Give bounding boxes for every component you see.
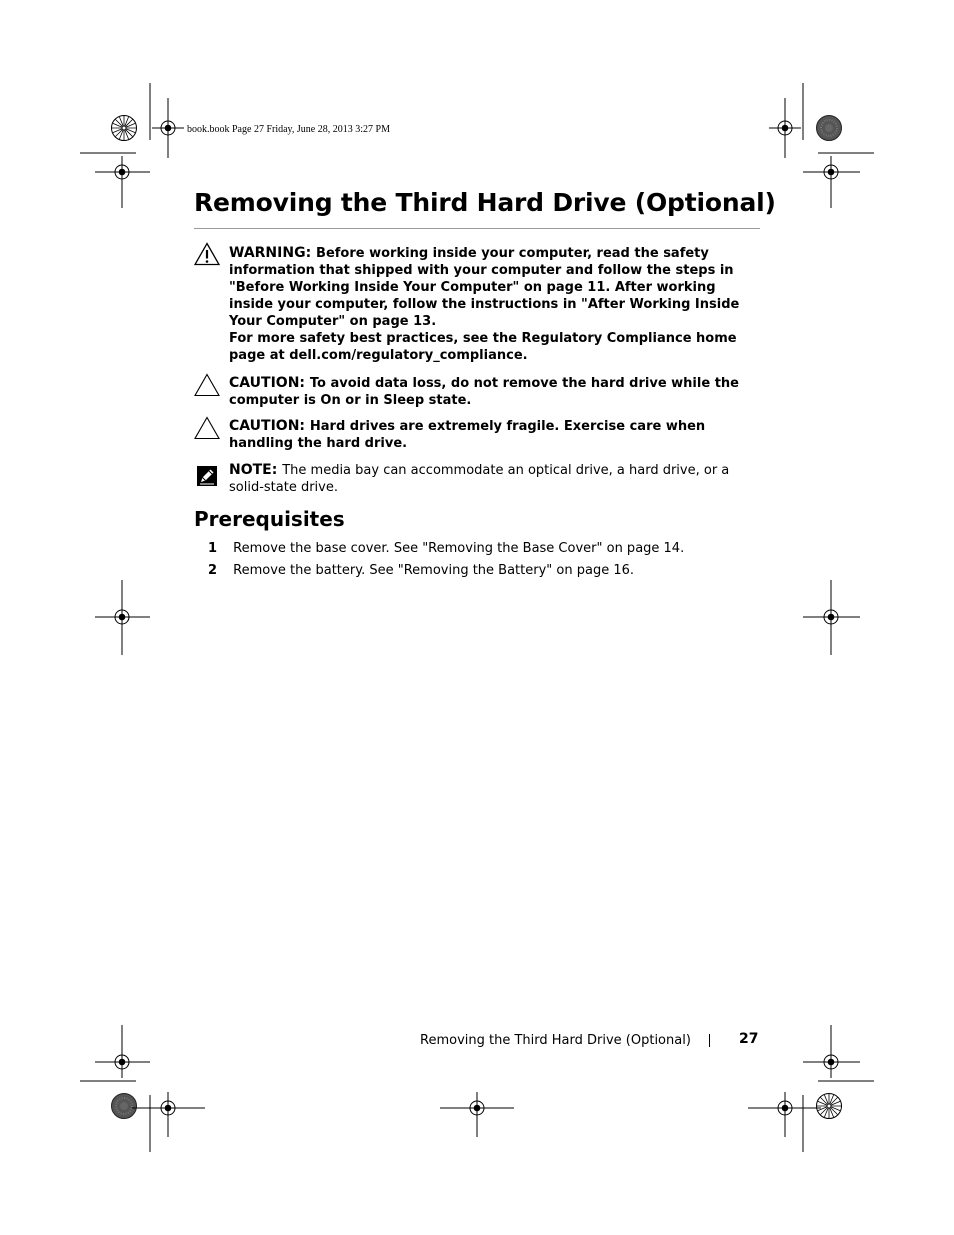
- note-label: NOTE:: [229, 462, 283, 478]
- warning-text: Before working inside your computer, read the safety information that shipped with your computer and follow the steps in "Before Working Inside Your Computer" on page 11. After working inside your computer, follow the instructions in "After Working Inside Your Computer" on page 13.: [229, 246, 740, 329]
- page-title: Removing the Third Hard Drive (Optional): [194, 188, 776, 217]
- footer-separator: [709, 1034, 710, 1047]
- caution-label: CAUTION:: [229, 418, 310, 434]
- note-text: The media bay can accommodate an optical drive, a hard drive, or a solid-state drive.: [229, 463, 730, 495]
- print-slug: book.book Page 27 Friday, June 28, 2013 3:27 PM: [187, 124, 390, 135]
- footer-page-number: 27: [739, 1031, 759, 1047]
- warning-text-2: For more safety best practices, see the Regulatory Compliance home page at dell.com/regulatory_compliance.: [229, 331, 737, 363]
- list-item: [196, 540, 756, 558]
- footer-chapter-title: Removing the Third Hard Drive (Optional): [420, 1033, 691, 1048]
- step-text: Remove the base cover. See "Removing the Base Cover" on page 14.: [233, 541, 685, 556]
- caution-label: CAUTION:: [229, 375, 310, 391]
- warning-label: WARNING:: [229, 245, 317, 261]
- note-notice: [229, 462, 764, 496]
- warning-notice: [229, 245, 764, 364]
- caution-triangle-icon: [194, 416, 220, 440]
- caution-triangle-icon: [194, 373, 220, 397]
- caution-text: To avoid data loss, do not remove the hard drive while the computer is On or in Sleep state.: [229, 376, 739, 408]
- title-divider: [194, 228, 760, 229]
- step-text: Remove the battery. See "Removing the Battery" on page 16.: [233, 563, 635, 578]
- warning-triangle-icon: [194, 242, 220, 266]
- note-pencil-icon: [196, 465, 218, 487]
- step-number: 2: [207, 563, 218, 578]
- caution-notice-2: [229, 418, 764, 452]
- caution-text: Hard drives are extremely fragile. Exercise care when handling the hard drive.: [229, 419, 706, 451]
- list-item: [196, 562, 756, 580]
- section-heading-prerequisites: Prerequisites: [194, 507, 345, 531]
- step-number: 1: [207, 541, 218, 556]
- caution-notice-1: [229, 375, 764, 409]
